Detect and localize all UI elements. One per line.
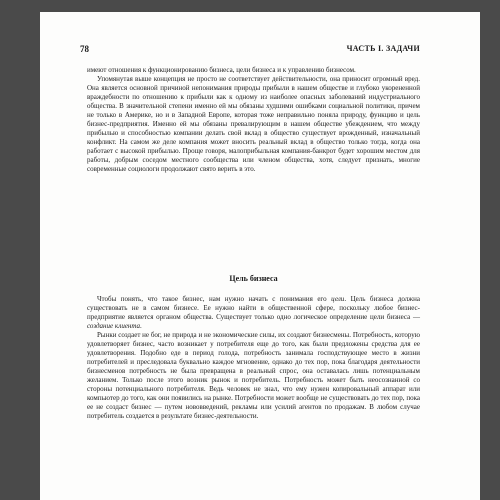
paragraph: Рынки создает не бог, не природа и не экономические силы, их создают бизнесмены. Потребность, которую удовлетворяет бизнес, часто возникает у потребителя еще до того, как были предложены средства для ее удовлетворения. Подобно еде в период голода, потребность занимала господствующее место в жизни потребителей и преследовала буквально каждое мгновение, однако до тех пор, пока благодаря деятельности бизнесменов потребность не была превращена в реальный спрос, она оставалась лишь потенциальным желанием. Только после этого возник рынок и потребитель. Потребность может быть неосознанной со стороны потенциального потребителя. Ведь человек не знал, что ему нужен копировальный аппарат или компьютер до того, как они появились на рынке. Потребности может вообще не существовать до тех пор, пока ее не создаст бизнес — путем нововведений, рекламы или усилий агентов по продажам. В любом случае потребитель создается в результате бизнес-деятельности.: [87, 331, 420, 420]
emphasis-text: цели: [331, 295, 345, 303]
paragraph: Упомянутая выше концепция не просто не соответствует действительности, она приносит огромный вред. Она является основной причиной непонимания природы прибыли в нашем обществе и глубоко укорененной враждебности по отношению к прибыли как к одному из наиболее опасных заболеваний индустриального общества. В значительной степени именно ей мы обязаны худшими ошибками социальной политики, причем не только в Америке, но и в Западной Европе, которая тоже неправильно поняла природу, функцию и цель бизнес-предприятия. Именно ей мы обязаны превалирующим в нашем обществе убеждением, что между прибылью и способностью компании делать свой вклад в общество существует врожденный, изначальный конфликт. На самом же деле компания может вносить реальный вклад в общество только тогда, когда она работает с высокой прибылью. Проще говоря, малоприбыльная компания-банкрот будет хорошим местом для работы, добрым соседом местного сообщества или членом общества, хотя, следует признать, многие современные социологи продолжают свято верить в это.: [87, 75, 420, 173]
body-text-bottom: [87, 295, 420, 421]
emphasis-text: создание клиента: [87, 322, 141, 330]
page-header: [80, 44, 420, 58]
paragraph: имеют отношения к функционированию бизнеса, цели бизнеса и к управлению бизнесом.: [87, 66, 356, 74]
text-run: . Цель бизнеса должна существовать не в самом бизнесе. Ее нужно найти в общественной сфере, поскольку любое бизнес-предприятие является органом общества. Существует только одно логическое определение цели бизнеса —: [87, 295, 420, 321]
paragraph: [87, 295, 420, 331]
running-head: ЧАСТЬ I. ЗАДАЧИ: [346, 44, 420, 53]
section-heading: Цель бизнеса: [229, 274, 278, 283]
text-run: .: [140, 322, 142, 330]
page-number: 78: [80, 44, 89, 54]
text-run: Чтобы понять, что такое бизнес, нам нужно начать с понимания его: [97, 295, 332, 303]
body-text-top: [87, 66, 420, 174]
